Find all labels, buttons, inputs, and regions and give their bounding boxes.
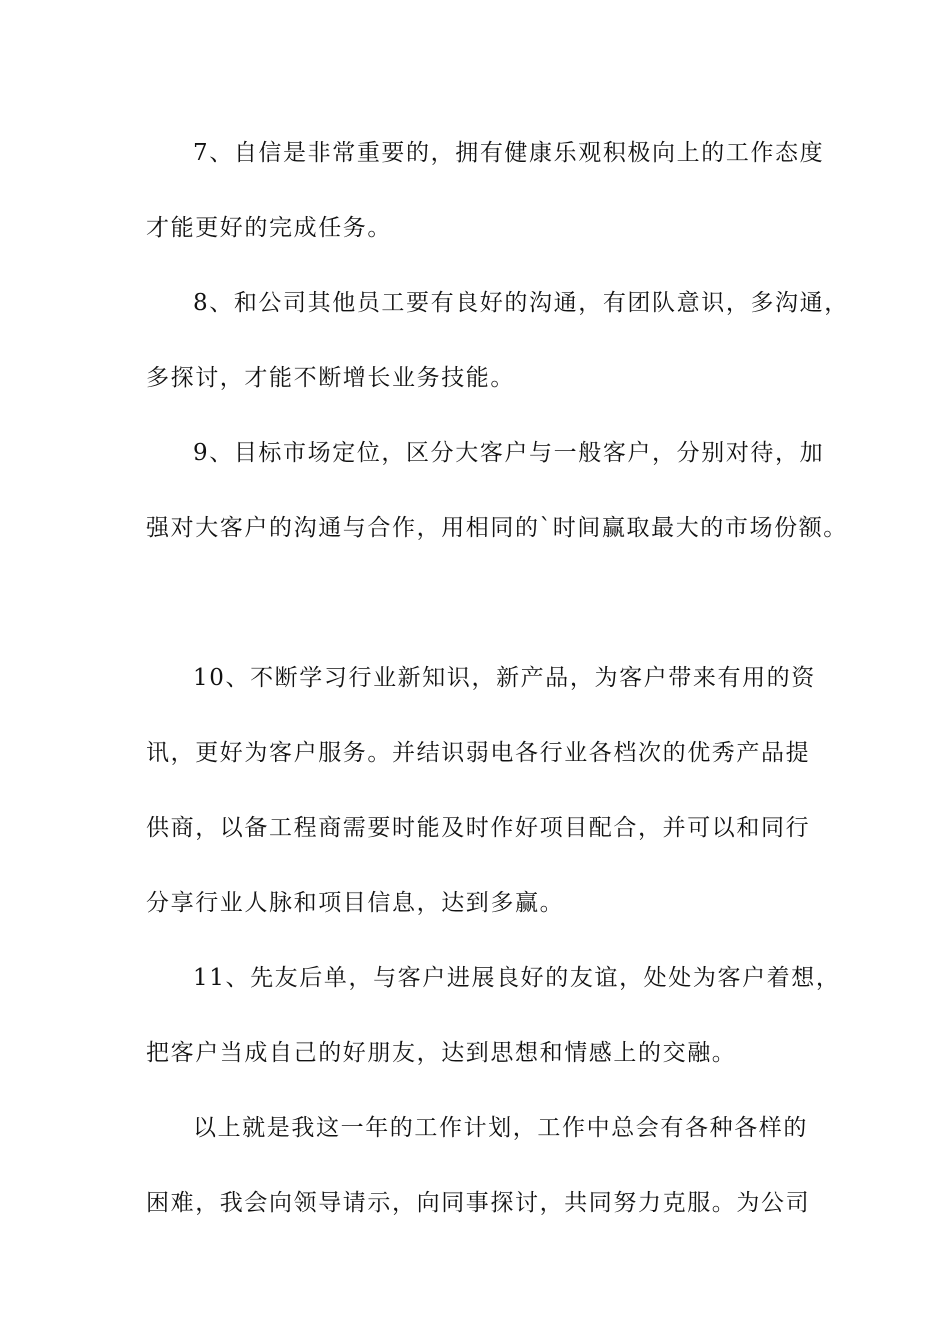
paragraph-10-line-3: 供商，以备工程商需要时能及时作好项目配合，并可以和同行: [146, 815, 811, 841]
paragraph-8-line-1: 8、和公司其他员工要有良好的沟通，有团队意识，多沟通，: [193, 290, 849, 316]
paragraph-9-line-1: 9、目标市场定位，区分大客户与一般客户，分别对待，加: [193, 440, 825, 466]
paragraph-9-line-2: 强对大客户的沟通与合作，用相同的`时间赢取最大的市场份额。: [146, 515, 848, 541]
summary-paragraph-line-1: 以上就是我这一年的工作计划，工作中总会有各种各样的: [193, 1115, 808, 1141]
paragraph-11-line-2: 把客户当成自己的好朋友，达到思想和情感上的交融。: [146, 1040, 737, 1066]
summary-paragraph-line-2: 困难，我会向领导请示，向同事探讨，共同努力克服。为公司: [146, 1190, 811, 1216]
paragraph-7-line-2: 才能更好的完成任务。: [146, 215, 392, 241]
paragraph-11-line-1: 11、先友后单，与客户进展良好的友谊，处处为客户着想，: [193, 965, 841, 991]
paragraph-10-line-4: 分享行业人脉和项目信息，达到多赢。: [146, 890, 565, 916]
paragraph-10-line-2: 讯，更好为客户服务。并结识弱电各行业各档次的优秀产品提: [146, 740, 811, 766]
paragraph-8-line-2: 多探讨，才能不断增长业务技能。: [146, 365, 515, 391]
paragraph-10-line-1: 10、不断学习行业新知识，新产品，为客户带来有用的资: [193, 665, 816, 691]
paragraph-7-line-1: 7、自信是非常重要的，拥有健康乐观积极向上的工作态度: [193, 140, 825, 166]
